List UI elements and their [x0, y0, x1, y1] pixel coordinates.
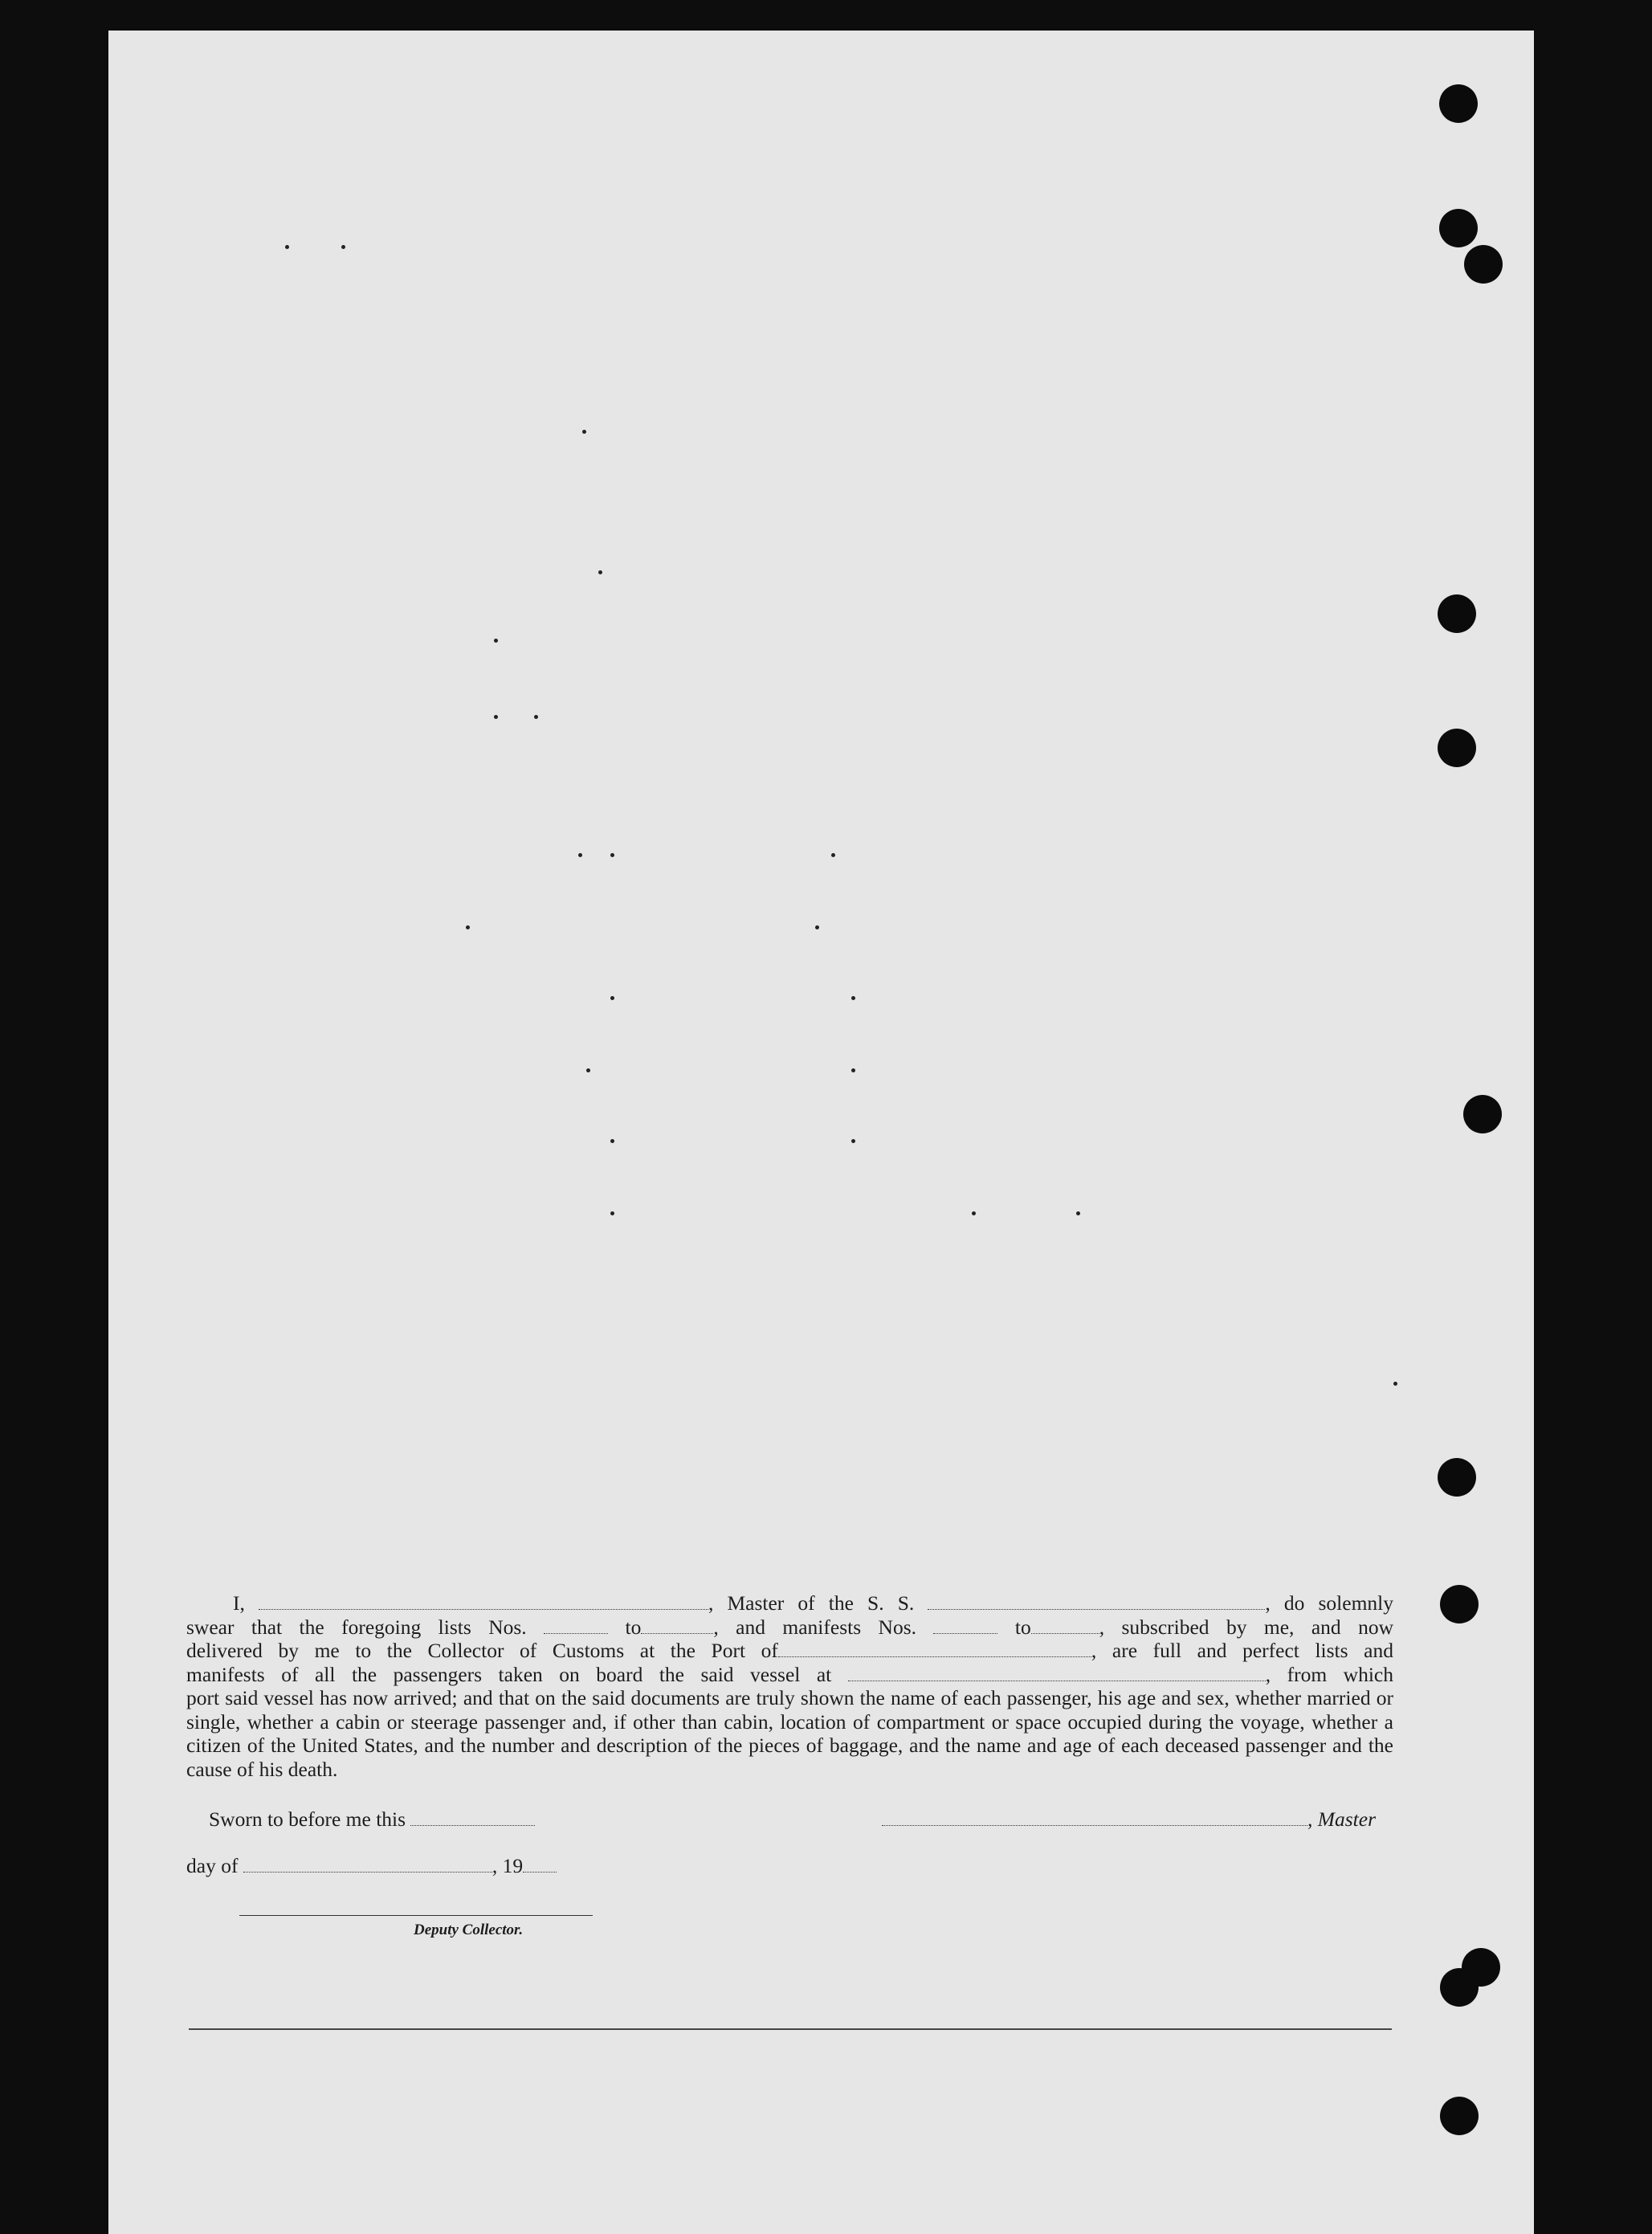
sworn-text: Sworn to before me this [209, 1807, 406, 1831]
master-name-blank[interactable] [259, 1593, 708, 1610]
master-signature-blank[interactable] [882, 1809, 1307, 1826]
punch-hole [1464, 245, 1503, 284]
vessel-name-blank[interactable] [928, 1593, 1265, 1610]
ink-speck [494, 715, 498, 719]
master-label: , Master [1307, 1807, 1376, 1831]
ink-speck [285, 245, 289, 249]
oath-i: I, [233, 1591, 245, 1615]
oath-paragraph [186, 1591, 1393, 1781]
ink-speck [610, 853, 614, 857]
departure-port-blank[interactable] [848, 1664, 1266, 1681]
document-sheet [108, 31, 1534, 2234]
oath-manifests-nos: , and manifests Nos. [713, 1615, 917, 1639]
oath-full-perfect: , are full and perfect lists and [1091, 1639, 1393, 1662]
day-of-row [186, 1854, 557, 1878]
oath-delivered: delivered by me to the Collector of Customs at the Port of [186, 1639, 778, 1662]
oath-subscribed: , subscribed by me, and now [1099, 1615, 1394, 1639]
ink-speck [341, 245, 345, 249]
punch-hole [1438, 1458, 1476, 1497]
punch-hole [1438, 729, 1476, 767]
oath-manifests-all: manifests of all the passengers taken on board the said vessel at [186, 1662, 832, 1686]
port-blank[interactable] [778, 1640, 1091, 1657]
lists-from-blank[interactable] [544, 1617, 608, 1634]
sworn-row [209, 1807, 535, 1832]
ink-speck [610, 996, 614, 1000]
oath-to-1: to [625, 1615, 642, 1639]
manifests-to-blank[interactable] [1031, 1617, 1099, 1634]
ink-speck [831, 853, 835, 857]
punch-hole [1438, 594, 1476, 633]
ink-speck [494, 639, 498, 643]
oath-from-which: , from which [1265, 1662, 1394, 1686]
ink-speck [610, 1211, 614, 1215]
punch-hole [1440, 2097, 1479, 2135]
ink-speck [851, 1068, 855, 1072]
oath-to-2: to [1014, 1615, 1031, 1639]
oath-master-of-ss: , Master of the S. S. [708, 1591, 915, 1615]
bottom-rule [189, 2028, 1392, 2030]
deputy-collector-label: Deputy Collector. [414, 1922, 524, 1938]
ink-speck [851, 996, 855, 1000]
master-signature-row [882, 1807, 1376, 1832]
punch-hole [1439, 84, 1478, 123]
oath-lists-nos: swear that the foregoing lists Nos. [186, 1615, 527, 1639]
day-of-label: day of [186, 1854, 239, 1877]
ink-speck [598, 570, 602, 574]
ink-speck [972, 1211, 976, 1215]
punch-hole [1439, 209, 1478, 247]
year-blank[interactable] [523, 1856, 557, 1873]
punch-hole [1440, 1968, 1479, 2007]
year-prefix: , 19 [492, 1854, 524, 1877]
ink-speck [578, 853, 582, 857]
ink-speck [851, 1139, 855, 1143]
ink-speck [1393, 1382, 1397, 1386]
ink-speck [466, 925, 470, 929]
ink-speck [586, 1068, 590, 1072]
manifests-from-blank[interactable] [933, 1617, 997, 1634]
punch-hole [1440, 1585, 1479, 1623]
sworn-date-blank[interactable] [410, 1809, 535, 1826]
month-blank[interactable] [243, 1856, 492, 1873]
ink-speck [534, 715, 538, 719]
ink-speck [815, 925, 819, 929]
deputy-signature-line [239, 1915, 593, 1916]
punch-hole [1463, 1095, 1502, 1133]
lists-to-blank[interactable] [641, 1617, 713, 1634]
oath-solemnly: , do solemnly [1265, 1591, 1394, 1615]
ink-speck [1076, 1211, 1080, 1215]
ink-speck [610, 1139, 614, 1143]
oath-body-text: port said vessel has now arrived; and that on the said documents are truly shown the name of each passenger, his age and sex, whether married or single, whether a cabin or steerage passenger and, if other than cabin, location of compartment or space occupied during the voyage, whether a citizen of the United States, and the number and description of the pieces of baggage, and the name and age of each deceased passenger and the cause of his death. [186, 1686, 1393, 1781]
ink-speck [582, 430, 586, 434]
